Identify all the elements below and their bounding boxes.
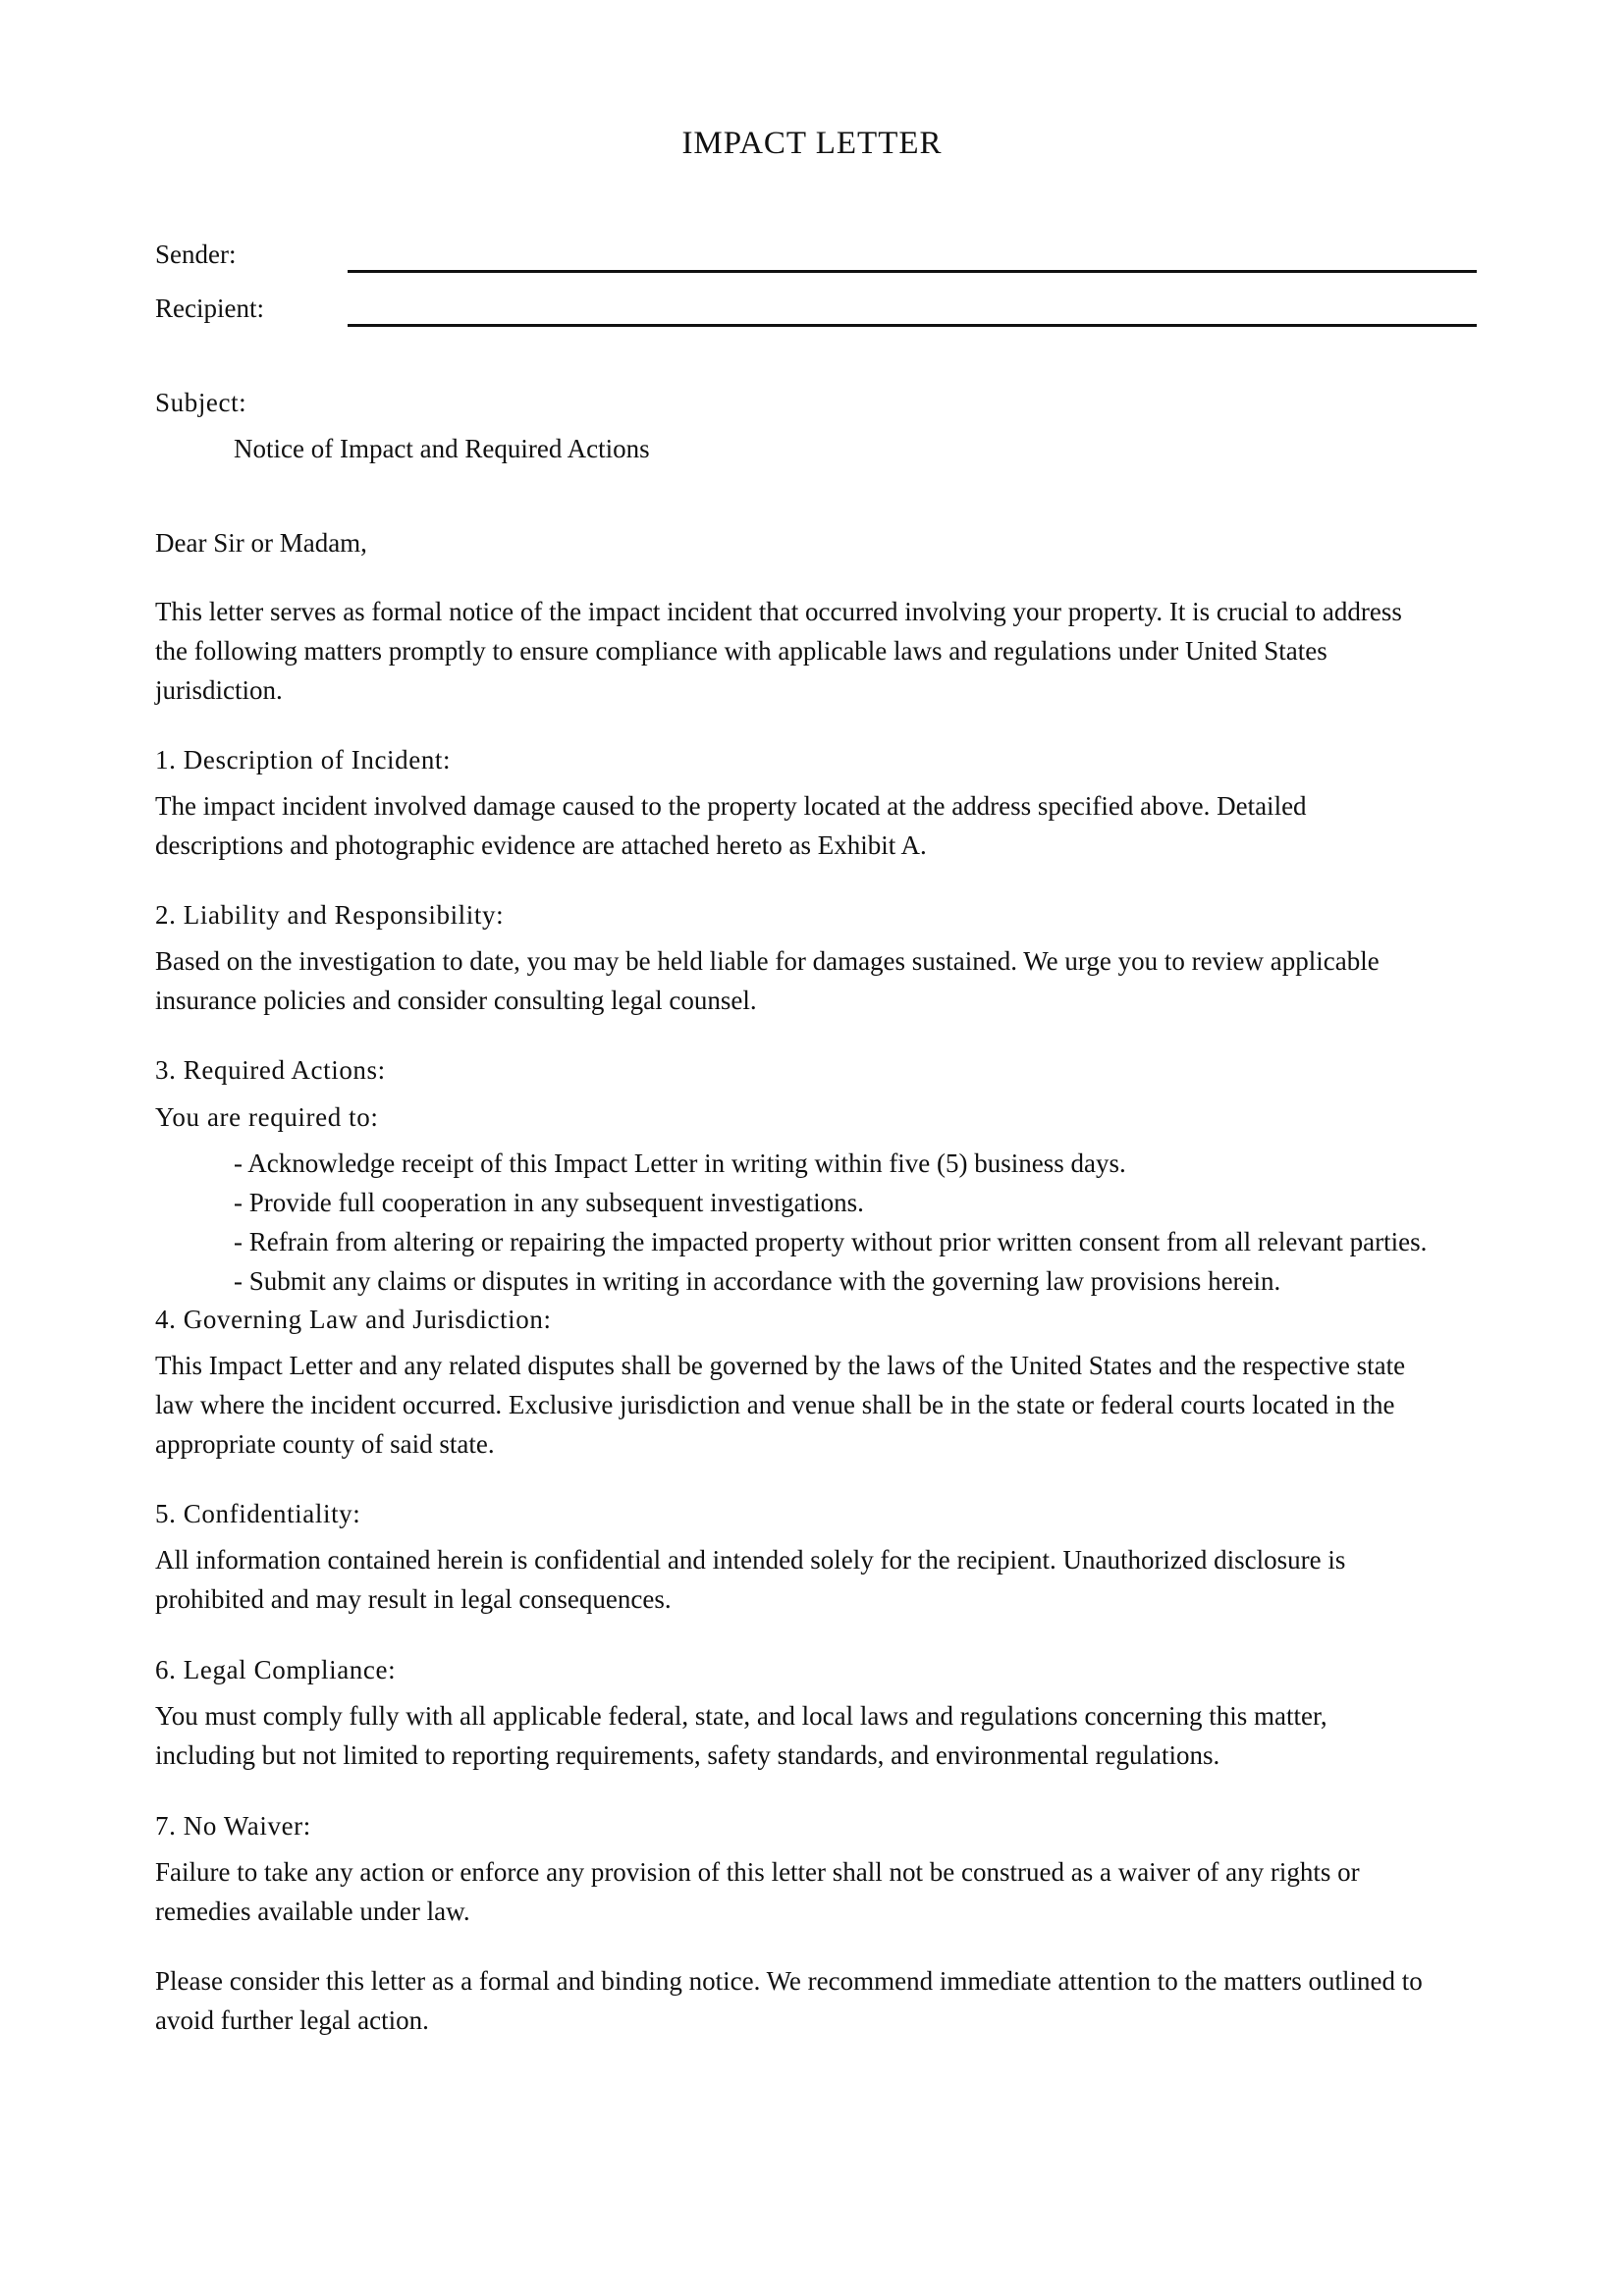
action-item: - Acknowledge receipt of this Impact Letter in writing within five (5) business days. — [234, 1148, 1126, 1178]
action-item: - Submit any claims or disputes in writing in accordance with the governing law provisions herein. — [234, 1266, 1281, 1296]
section-body-governing-law — [155, 1346, 1490, 1464]
subject-label: Subject: — [155, 388, 247, 417]
section-body-liability — [155, 941, 1490, 1020]
paragraph-line: remedies available under law. — [155, 1896, 470, 1926]
recipient-label: Recipient: — [155, 294, 264, 323]
paragraph-line: including but not limited to reporting requirements, safety standards, and environmental regulations. — [155, 1740, 1220, 1770]
paragraph-line: This letter serves as formal notice of the impact incident that occurred involving your property. It is crucial to address — [155, 597, 1402, 626]
paragraph-line: prohibited and may result in legal consequences. — [155, 1584, 672, 1614]
section-heading-liability: 2. Liability and Responsibility: — [155, 900, 505, 930]
paragraph-line: jurisdiction. — [155, 675, 283, 705]
required-actions-intro: You are required to: — [155, 1102, 379, 1132]
section-body-incident — [155, 786, 1490, 865]
section-heading-no-waiver: 7. No Waiver: — [155, 1811, 311, 1841]
paragraph-line: Please consider this letter as a formal and binding notice. We recommend immediate attention to the matters outlined to — [155, 1966, 1423, 1996]
paragraph-line: avoid further legal action. — [155, 2005, 429, 2035]
paragraph-line: The impact incident involved damage caused to the property located at the address specified above. Detailed — [155, 791, 1307, 821]
subject-text: Notice of Impact and Required Actions — [234, 434, 650, 463]
intro-paragraph — [155, 592, 1490, 710]
document-title: IMPACT LETTER — [681, 126, 943, 161]
action-item: - Refrain from altering or repairing the impacted property without prior written consent from all relevant parties. — [234, 1227, 1428, 1256]
paragraph-line: appropriate county of said state. — [155, 1429, 495, 1459]
paragraph-line: This Impact Letter and any related disputes shall be governed by the laws of the United States and the respective state — [155, 1351, 1406, 1380]
closing-paragraph — [155, 1961, 1490, 2040]
section-body-confidentiality — [155, 1540, 1490, 1619]
salutation: Dear Sir or Madam, — [155, 528, 367, 558]
section-body-legal-compliance — [155, 1696, 1490, 1775]
section-body-no-waiver — [155, 1852, 1490, 1931]
paragraph-line: You must comply fully with all applicable federal, state, and local laws and regulations concerning this matter, — [155, 1701, 1327, 1731]
paragraph-line: law where the incident occurred. Exclusive jurisdiction and venue shall be in the state or federal courts located in the — [155, 1390, 1395, 1419]
action-item: - Provide full cooperation in any subsequent investigations. — [234, 1188, 864, 1217]
section-heading-incident: 1. Description of Incident: — [155, 745, 452, 774]
section-heading-legal-compliance: 6. Legal Compliance: — [155, 1655, 397, 1684]
paragraph-line: descriptions and photographic evidence are attached hereto as Exhibit A. — [155, 830, 927, 860]
paragraph-line: Failure to take any action or enforce any provision of this letter shall not be construed as a waiver of any rights or — [155, 1857, 1360, 1887]
recipient-signature-line — [348, 324, 1477, 327]
sender-label: Sender: — [155, 240, 237, 269]
section-heading-required-actions: 3. Required Actions: — [155, 1055, 386, 1085]
paragraph-line: All information contained herein is confidential and intended solely for the recipient. Unauthorized disclosure is — [155, 1545, 1346, 1575]
paragraph-line: the following matters promptly to ensure compliance with applicable laws and regulations under United States — [155, 636, 1327, 666]
section-heading-governing-law: 4. Governing Law and Jurisdiction: — [155, 1305, 552, 1334]
section-heading-confidentiality: 5. Confidentiality: — [155, 1499, 361, 1528]
sender-signature-line — [348, 270, 1477, 273]
paragraph-line: Based on the investigation to date, you may be held liable for damages sustained. We urge you to review applicable — [155, 946, 1380, 976]
paragraph-line: insurance policies and consider consulting legal counsel. — [155, 986, 757, 1015]
